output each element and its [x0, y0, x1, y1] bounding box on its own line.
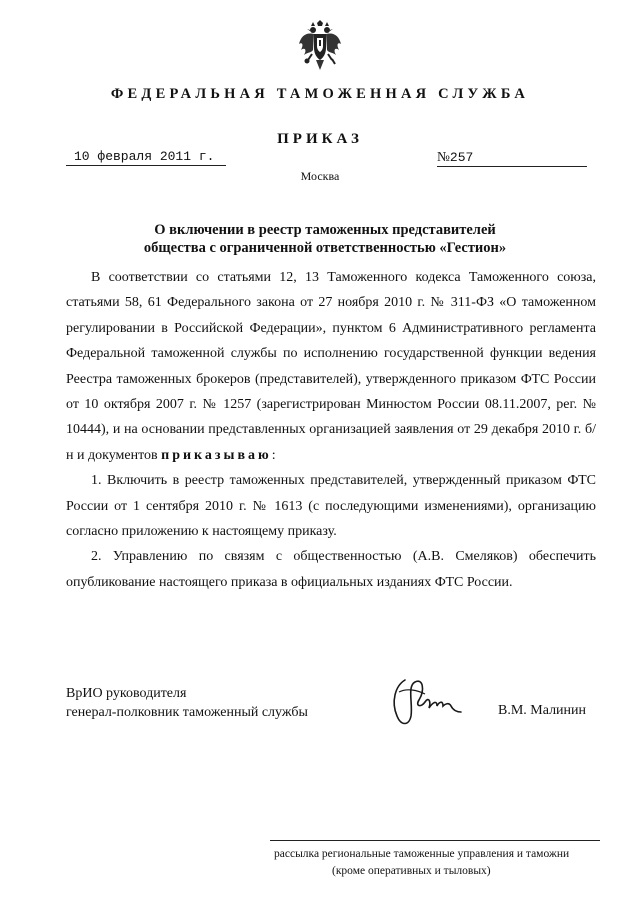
signatory-position-line-2: генерал-полковник таможенный службы — [66, 705, 308, 720]
document-body — [66, 265, 596, 595]
russian-double-headed-eagle-icon — [298, 20, 342, 72]
document-heading — [60, 221, 590, 257]
signatory-position-line-1: ВрИО руководителя — [66, 686, 187, 701]
preamble-text: В соответствии со статьями 12, 13 Таможенного кодекса Таможенного союза, статьями 58, 61 Федерального закона от 27 ноября 2010 г. № 311-ФЗ «О таможенном регулировании в Российской Федерации», пунктом 6 Административного регламента Федеральной таможенной службы по исполнению государственной функции ведения Реестра таможенных брокеров (представителей), утвержденного приказом ФТС России от 10 октября 2007 г. № 1257 (зарегистрирован Минюстом России 08.11.2007, рег. № 10444), и на основании представленных организацией заявления от 29 декабря 2010 г. б/н и документов — [66, 270, 596, 463]
heading-line-1: О включении в реестр таможенных представителей — [154, 222, 496, 238]
paragraph-item-2: 2. Управлению по связям с общественностью (А.В. Смеляков) обеспечить опубликование настоящего приказа в официальных изданиях ФТС России. — [66, 549, 596, 590]
signatory-name: В.М. Малинин — [498, 703, 587, 718]
order-word: приказываю — [161, 447, 272, 463]
signatory-position — [66, 684, 308, 722]
distribution-line-2: (кроме оперативных и тыловых) — [332, 865, 491, 877]
distribution-list — [274, 846, 600, 880]
distribution-divider — [270, 840, 600, 841]
order-title: ПРИКАЗ — [277, 131, 363, 147]
paragraph-item-1: 1. Включить в реестр таможенных представителей, утвержденный приказом ФТС России от 1 сентября 2010 г. № 1613 (с последующими изменениями), организацию согласно приложению к настоящему приказу. — [66, 473, 596, 540]
distribution-line-1: рассылка региональные таможенные управления и таможни — [274, 848, 570, 860]
handwritten-signature-icon — [385, 672, 465, 732]
order-number: 257 — [449, 150, 474, 165]
heading-line-2: общества с ограниченной ответственностью «Гестион» — [143, 240, 507, 256]
number-sign: № — [437, 149, 450, 164]
city: Москва — [300, 169, 340, 183]
agency-name: ФЕДЕРАЛЬНАЯ ТАМОЖЕННАЯ СЛУЖБА — [110, 86, 530, 102]
order-number-field — [437, 149, 587, 167]
preamble-end: : — [271, 447, 276, 463]
order-date: 10 февраля 2011 г. — [66, 149, 226, 166]
paragraph-preamble — [66, 265, 596, 468]
